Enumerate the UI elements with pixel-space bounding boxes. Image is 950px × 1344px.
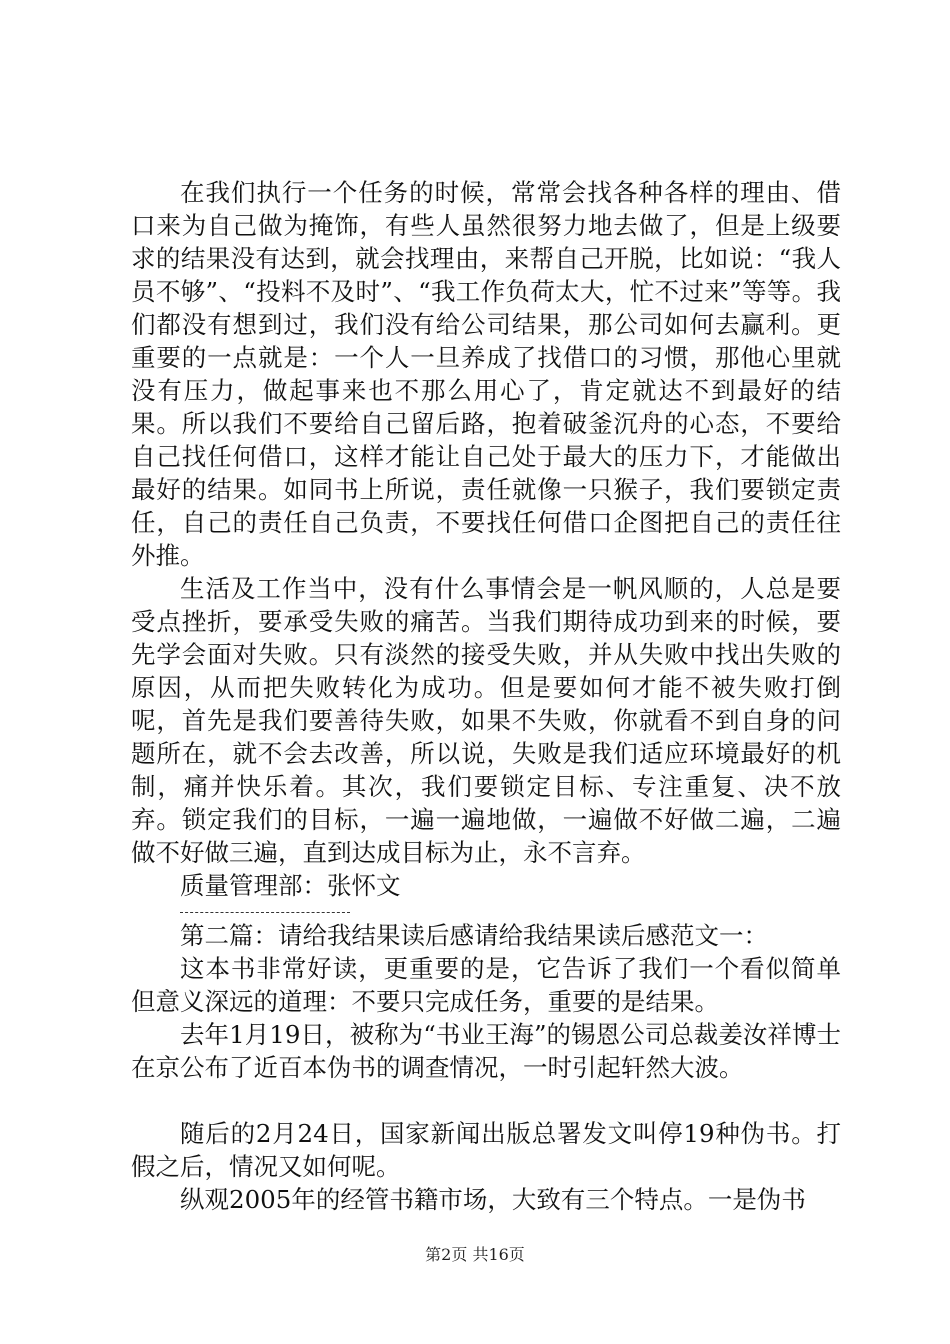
paragraph-market: 纵观2005年的经管书籍市场，大致有三个特点。一是伪书 bbox=[180, 1185, 806, 1214]
section-heading: 第二篇：请给我结果读后感请给我结果读后感范文一： bbox=[180, 921, 768, 950]
body-text bbox=[131, 176, 841, 1216]
paragraph-book-intro: 这本书非常好读，更重要的是，它告诉了我们一个看似简单但意义深远的道理：不要只完成任务，重要的是结果。 bbox=[131, 954, 841, 1016]
author-signature: 质量管理部：张怀文 bbox=[180, 871, 401, 900]
paragraph-ban: 随后的2月24日，国家新闻出版总署发文叫停19种伪书。打假之后，情况又如何呢。 bbox=[131, 1119, 841, 1181]
paragraph-failure: 生活及工作当中，没有什么事情会是一帆风顺的，人总是要受点挫折，要承受失败的痛苦。当我们期待成功到来的时候，要先学会面对失败。只有淡然的接受失败，并从失败中找出失败的原因，从而把失败转化为成功。但是要如何才能不被失败打倒呢，首先是我们要善待失败，如果不失败，你就看不到自身的问题所在，就不会去改善，所以说，失败是我们适应环境最好的机制，痛并快乐着。其次，我们要锁定目标、专注重复、决不放弃。锁定我们的目标，一遍一遍地做，一遍做不好做二遍，二遍做不好做三遍，直到达成目标为止，永不言弃。 bbox=[131, 574, 841, 867]
paragraph-fake-books: 去年1月19日，被称为“书业王海”的锡恩公司总裁姜汝祥博士在京公布了近百本伪书的调查情况，一时引起轩然大波。 bbox=[131, 1020, 841, 1082]
blank-line bbox=[131, 1084, 841, 1117]
page-number-footer: 第2页 共16页 bbox=[425, 1245, 525, 1264]
paragraph-excuses: 在我们执行一个任务的时候，常常会找各种各样的理由、借口来为自己做为掩饰，有些人虽然很努力地去做了，但是上级要求的结果没有达到，就会找理由，来帮自己开脱，比如说：“我人员不够”、“投料不及时”、“我工作负荷太大，忙不过来”等等。我们都没有想到过，我们没有给公司结果，那公司如何去赢利。更重要的一点就是：一个人一旦养成了找借口的习惯，那他心里就没有压力，做起事来也不那么用心了，肯定就达不到最好的结果。所以我们不要给自己留后路，抱着破釜沉舟的心态，不要给自己找任何借口，这样才能让自己处于最大的压力下，才能做出最好的结果。如同书上所说，责任就像一只猴子，我们要锁定责任，自己的责任自己负责，不要找任何借口企图把自己的责任往外推。 bbox=[131, 178, 841, 570]
section-divider bbox=[180, 912, 350, 913]
